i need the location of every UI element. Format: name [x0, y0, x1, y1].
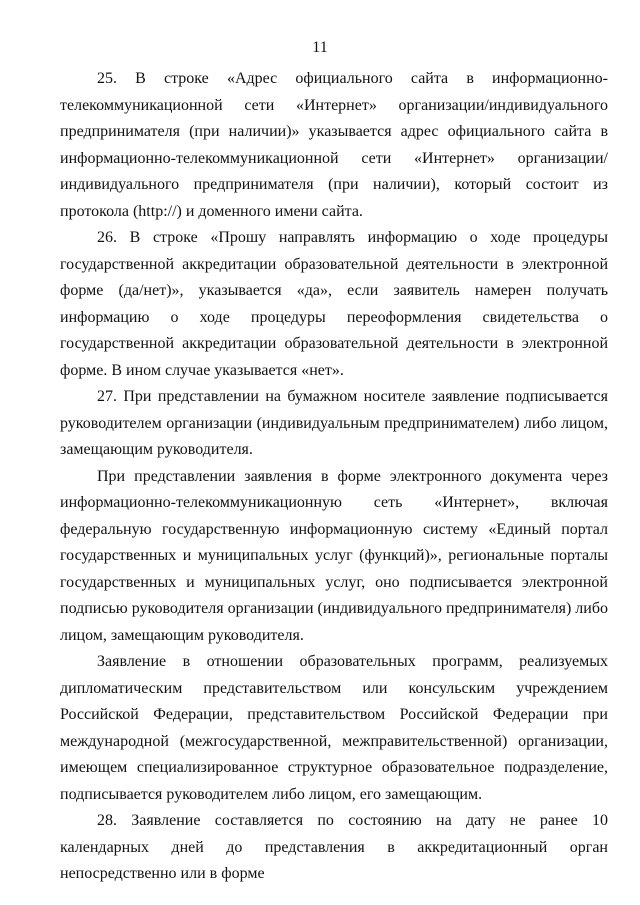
- page-number: 11: [312, 39, 328, 56]
- paragraph-diplomatic-missions: Заявление в отношении образовательных программ, реализуемых дипломатическим представительством или консульским учреждением Российской Федерации, представительством Российской Федерации при международной (межгосударственной, межправительственной) организации, имеющем специализированное структурное образовательное подразделение, подписывается руководителем либо лицом, его замещающим.: [60, 653, 608, 803]
- paragraph-26: 26. В строке «Прошу направлять информацию о ходе процедуры государственной аккредитации образовательной деятельности в электронной форме (да/нет)», указывается «да», если заявитель намерен получать информацию о ходе процедуры переоформления свидетельства о государственной аккредитации образовательной деятельности в электронной форме. В ином случае указывается «нет».: [60, 229, 608, 379]
- paragraph-28: 28. Заявление составляется по состоянию на дату не ранее 10 календарных дней до представления в аккредитационный орган непосредственно или в форме: [60, 812, 608, 882]
- paragraph-25: 25. В строке «Адрес официального сайта в информационно-телекоммуникационной сети «Интернет» организации/индивидуального предпринимателя (при наличии)» указывается адрес официального сайта в информационно-телекоммуникационной сети «Интернет» организации/ индивидуального предпринимателя (при наличии), который состоит из протокола (http://) и доменного имени сайта.: [60, 70, 608, 220]
- document-body: [60, 66, 608, 888]
- paragraph-27: 27. При представлении на бумажном носителе заявление подписывается руководителем организации (индивидуальным предпринимателем) либо лицом, замещающим руководителя.: [60, 388, 608, 458]
- paragraph-electronic-submission: При представлении заявления в форме электронного документа через информационно-телекоммуникационную сеть «Интернет», включая федеральную государственную информационную систему «Единый портал государственных и муниципальных услуг (функций)», региональные порталы государственных и муниципальных услуг, оно подписывается электронной подписью руководителя организации (индивидуального предпринимателя) либо лицом, замещающим руководителя.: [60, 467, 608, 644]
